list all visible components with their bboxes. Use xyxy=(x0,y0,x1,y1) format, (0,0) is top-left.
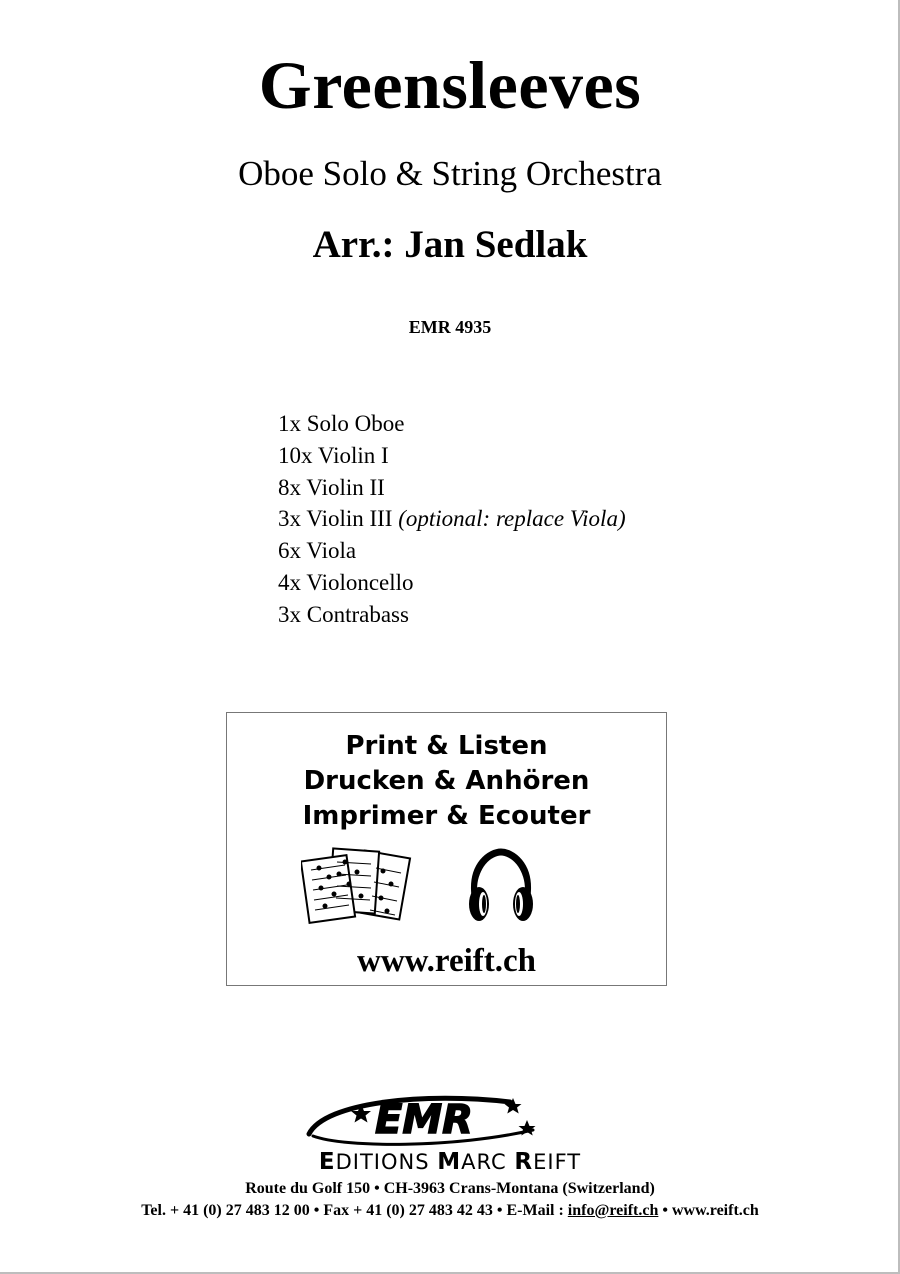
instrument-label: 1x Solo Oboe xyxy=(278,411,405,436)
instrument-item xyxy=(278,472,626,504)
instrument-label: 6x Viola xyxy=(278,538,357,564)
instrument-label: 3x Contrabass xyxy=(278,601,409,627)
catalog-number: EMR 4935 xyxy=(408,317,492,337)
instrument-label: 4x Violoncello xyxy=(278,569,414,595)
page-title: Greensleeves xyxy=(258,47,642,123)
instrument-item xyxy=(278,440,626,472)
instrument-item xyxy=(278,599,626,631)
promo-line-german: Drucken & Anhören xyxy=(303,766,590,796)
print-listen-box[interactable] xyxy=(226,712,667,986)
instrument-item xyxy=(278,535,626,567)
emr-logo xyxy=(305,1090,550,1150)
promo-url-link[interactable]: www.reift.ch xyxy=(356,943,537,979)
subtitle: Oboe Solo & String Orchestra xyxy=(238,154,662,193)
email-link[interactable]: info@reift.ch xyxy=(567,1202,659,1219)
sheet-music-icon xyxy=(301,846,413,932)
instrument-label: 3x Violin III xyxy=(278,506,393,532)
instrument-item xyxy=(278,408,626,440)
instrument-label: 8x Violin II xyxy=(278,474,385,500)
instrument-note: (optional: replace Viola) xyxy=(398,506,626,532)
instrument-item xyxy=(278,503,626,535)
publisher-address: Route du Golf 150 • CH-3963 Crans-Montana (Switzerland) xyxy=(245,1180,655,1197)
arranger: Arr.: Jan Sedlak xyxy=(312,223,588,266)
instrument-item xyxy=(278,567,626,599)
promo-line-english: Print & Listen xyxy=(345,731,548,761)
publisher-name: EDITIONS MARC REIFT xyxy=(318,1149,582,1175)
instrumentation-list xyxy=(278,408,626,631)
headphones-icon xyxy=(465,848,537,928)
publisher-contact xyxy=(0,1202,900,1220)
instrument-label: 10x Violin I xyxy=(278,442,389,468)
promo-line-french: Imprimer & Ecouter xyxy=(302,801,591,831)
emr-logo-text: EMR xyxy=(375,1097,473,1143)
website-text: • www.reift.ch xyxy=(658,1202,759,1219)
contact-phone-fax: Tel. + 41 (0) 27 483 12 00 • Fax + 41 (0) 27 483 42 43 • E-Mail : xyxy=(141,1202,568,1219)
